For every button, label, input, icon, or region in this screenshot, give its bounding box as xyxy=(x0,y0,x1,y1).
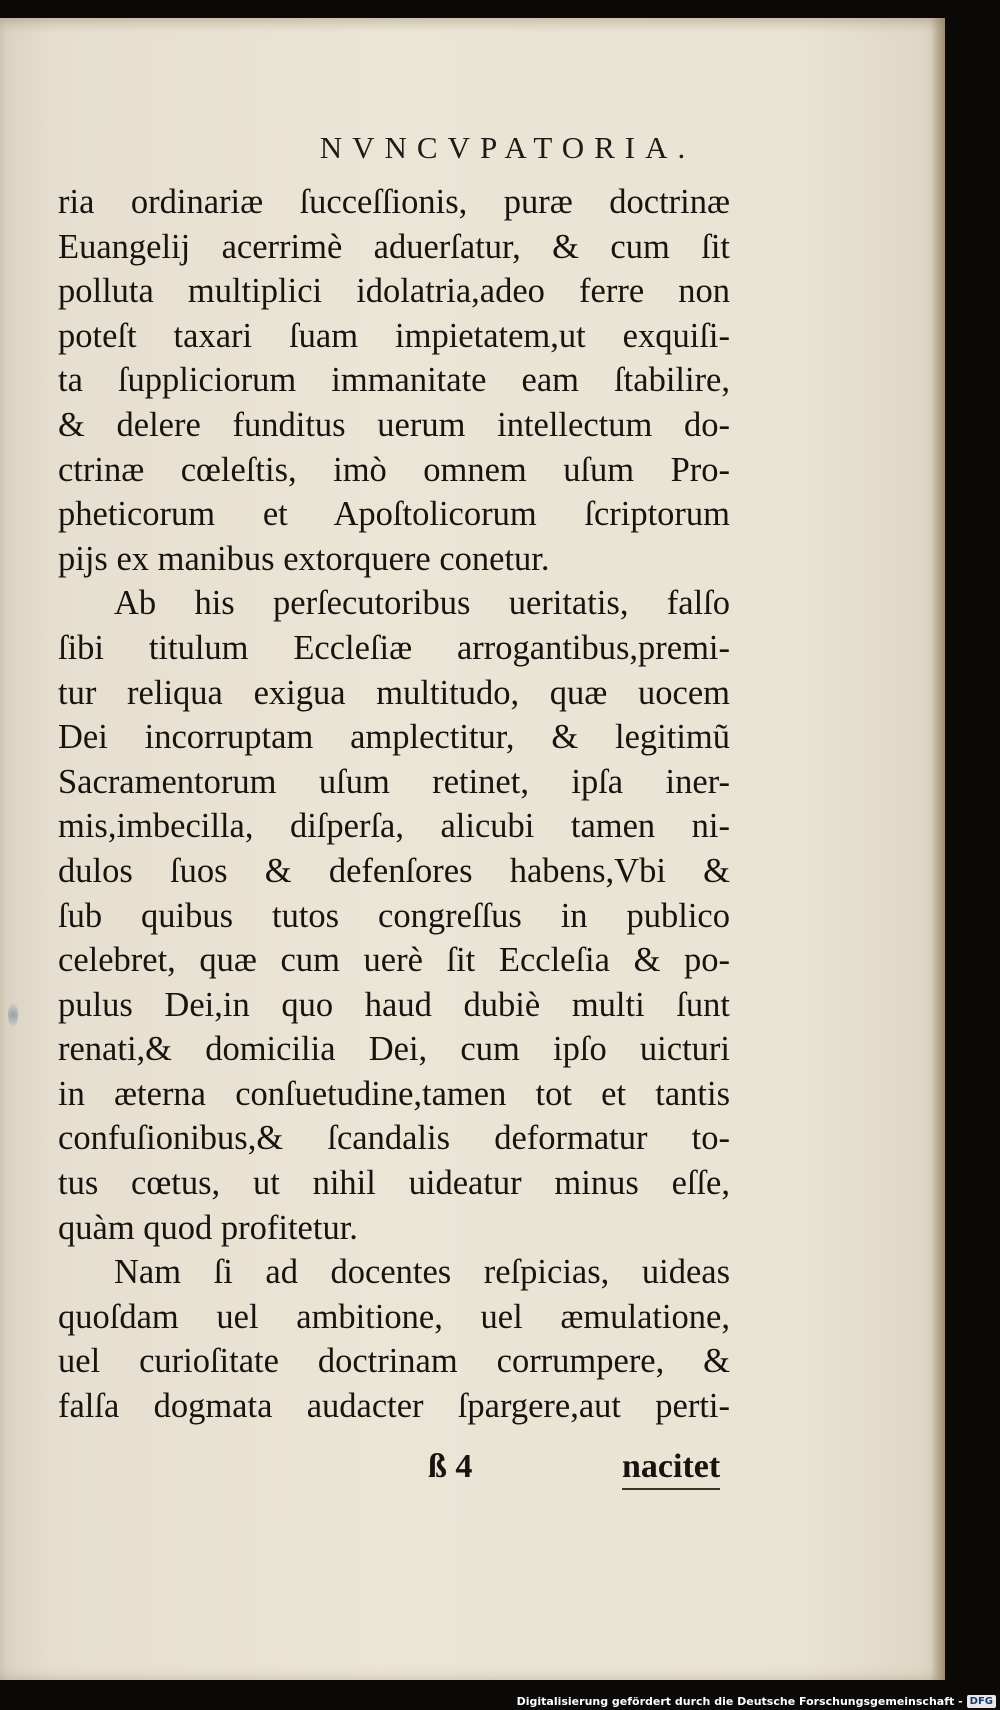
text-line: quàm quod profitetur. xyxy=(58,1208,358,1247)
text-line: ctrinæ cœleſtis, imò omnem uſum Pro- xyxy=(58,450,730,489)
digitization-credit xyxy=(517,1695,996,1708)
book-page xyxy=(0,18,945,1680)
text-line: ſibi titulum Eccleſiæ arrogantibus,premi- xyxy=(58,628,730,667)
text-line: & delere funditus uerum intellectum do- xyxy=(58,405,730,444)
text-line: falſa dogmata audacter ſpargere,aut perti- xyxy=(58,1387,730,1426)
text-line: in æterna conſuetudine,tamen tot et tantis xyxy=(58,1074,730,1113)
text-line: quoſdam uel ambitione, uel æmulatione, xyxy=(58,1297,730,1336)
text-line: polluta multiplici idolatria,adeo ferre non xyxy=(58,272,730,311)
text-line: Sacramentorum uſum retinet, ipſa iner- xyxy=(58,762,730,801)
text-line: uel curioſitate doctrinam corrumpere, & xyxy=(58,1342,730,1381)
text-line: tus cœtus, ut nihil uideatur minus eſſe, xyxy=(58,1164,730,1203)
text-line: ſub quibus tutos congreſſus in publico xyxy=(58,896,730,935)
ink-stain xyxy=(8,1003,18,1027)
text-line: Ab his perſecutoribus ueritatis, falſo xyxy=(114,584,730,623)
text-line: Dei incorruptam amplectitur, & legitimũ xyxy=(58,718,730,757)
text-line: mis,imbecilla, diſperſa, alicubi tamen ni- xyxy=(58,807,730,846)
running-head: NVNCVPATORIA. xyxy=(319,130,696,165)
text-line: Euangelij acerrimè aduerſatur, & cum ſit xyxy=(58,227,730,266)
text-line: Nam ſi ad docentes reſpicias, uideas xyxy=(114,1253,730,1292)
text-line: pulus Dei,in quo haud dubiè multi ſunt xyxy=(58,985,730,1024)
signature-mark: ß 4 xyxy=(428,1448,473,1485)
dfg-logo: DFG xyxy=(967,1695,996,1708)
text-line: renati,& domicilia Dei, cum ipſo uicturi xyxy=(58,1030,730,1069)
text-line: tur reliqua exigua multitudo, quæ uocem xyxy=(58,673,730,712)
text-line: poteſt taxari ſuam impietatem,ut exquiſi- xyxy=(58,316,730,355)
page-footer xyxy=(0,1448,945,1498)
page-edge-shadow xyxy=(931,18,945,1680)
text-line: celebret, quæ cum uerè ſit Eccleſia & po- xyxy=(58,941,730,980)
text-line: dulos ſuos & defenſores habens,Vbi & xyxy=(58,851,730,890)
catchword: nacitet xyxy=(622,1448,720,1490)
text-line: pijs ex manibus extorquere conetur. xyxy=(58,539,550,578)
text-line: ta ſuppliciorum immanitate eam ſtabilire, xyxy=(58,361,730,400)
text-line: pheticorum et Apoſtolicorum ſcriptorum xyxy=(58,495,730,534)
text-line: ria ordinariæ ſucceſſionis, puræ doctrinæ xyxy=(58,183,730,221)
credit-text: Digitalisierung gefördert durch die Deutsche Forschungsgemeinschaft - xyxy=(516,1695,963,1708)
text-line: confuſionibus,& ſcandalis deformatur to- xyxy=(58,1119,730,1158)
body-text xyxy=(58,180,730,1429)
